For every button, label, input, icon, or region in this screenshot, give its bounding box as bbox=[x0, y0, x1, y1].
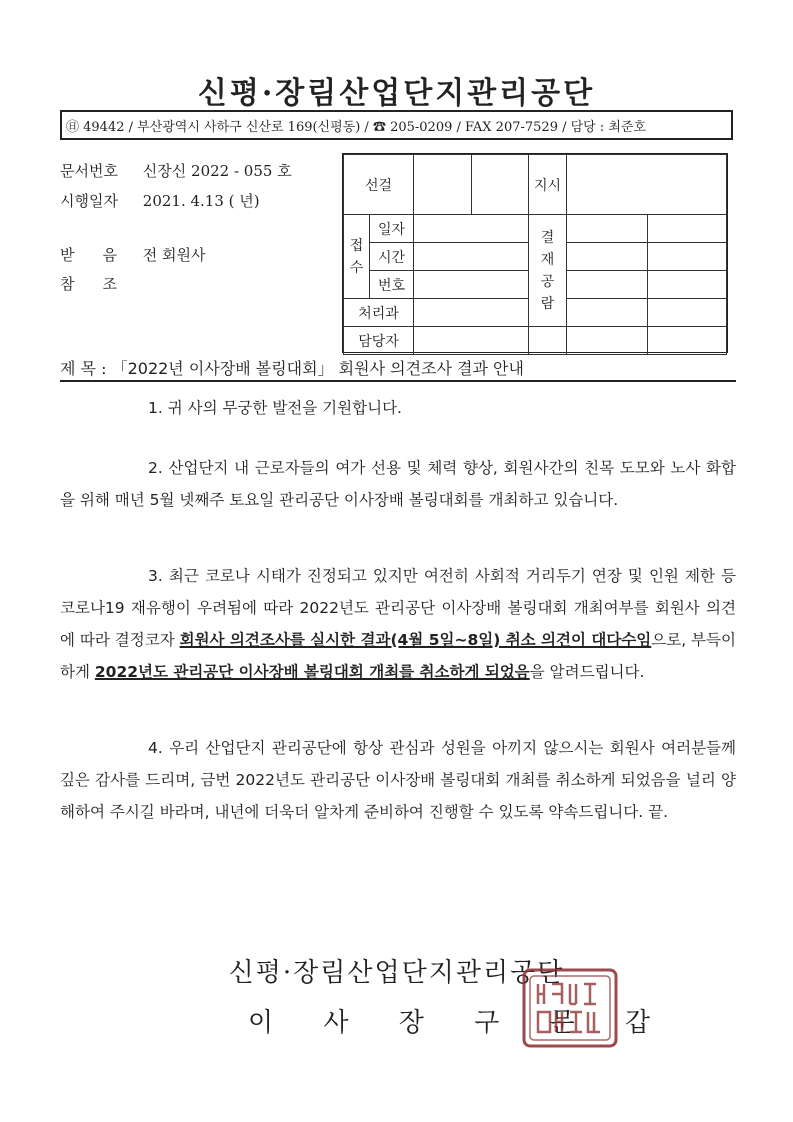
ilja-label: 일자 bbox=[370, 215, 414, 243]
gyeoljae-cell-3a bbox=[567, 271, 648, 299]
doc-number-value: 신장신 2022 - 055 호 bbox=[142, 162, 292, 180]
recipient-row bbox=[60, 244, 206, 265]
subject-label: 제 목 : bbox=[60, 359, 107, 378]
sigan-cell bbox=[414, 243, 529, 271]
gyeoljae-cell-2a bbox=[567, 243, 648, 271]
doc-number-label: 문서번호 bbox=[60, 162, 118, 180]
recipient-value: 전 회원사 bbox=[142, 246, 206, 264]
paragraph-2: 2. 산업단지 내 근로자들의 여가 선용 및 체력 향상, 회원사간의 친목 도모와 노사 화합을 위해 매년 5월 넷째주 토요일 관리공단 이사장배 볼링대회를 개최하고 있습니다. bbox=[60, 459, 736, 509]
seongyeol-cell-1 bbox=[414, 155, 472, 215]
cheorigwa-label: 처리과 bbox=[344, 299, 414, 327]
address-line: ㊐ 49442 / 부산광역시 사하구 신산로 169(신평동) / ☎ 205-0209 / FAX 207-7529 / 담당 : 최준호 bbox=[66, 120, 647, 135]
paragraph-1: 1. 귀 사의 무궁한 발전을 기원합니다. bbox=[148, 399, 402, 417]
ilja-cell bbox=[414, 215, 529, 243]
gyeoljae-cell-4a bbox=[567, 299, 648, 327]
gyeoljae-cell-3b bbox=[648, 271, 727, 299]
sigan-label: 시간 bbox=[370, 243, 414, 271]
jisi-label: 지시 bbox=[529, 155, 567, 215]
subject-rule bbox=[60, 380, 736, 382]
beonho-label: 번호 bbox=[370, 271, 414, 299]
jisi-cell bbox=[567, 155, 727, 215]
gyeoljae-cell-2b bbox=[648, 243, 727, 271]
damdangja-label: 담당자 bbox=[344, 327, 414, 355]
exec-date-value: 2021. 4.13 ( 년) bbox=[142, 192, 260, 210]
document-title: 신평·장림산업단지관리공단 bbox=[197, 76, 596, 111]
recipient-label: 받음 bbox=[60, 246, 145, 264]
subject-line bbox=[60, 356, 524, 379]
gyeoljae-cell-1a bbox=[567, 215, 648, 243]
cheorigwa-cell bbox=[414, 299, 529, 327]
gyeoljae-label: 결 재 공 람 bbox=[529, 215, 567, 327]
official-seal bbox=[520, 968, 620, 1048]
exec-date-row bbox=[60, 190, 260, 211]
jeopsu-label: 접 수 bbox=[344, 215, 370, 299]
underline-cancellation: 2022년도 관리공단 이사장배 볼링대회 개최를 취소하게 되었음 bbox=[94, 663, 530, 681]
underline-survey-result: 회원사 의견조사를 실시한 결과(4월 5일~8일) 취소 의견이 대다수임 bbox=[179, 631, 652, 649]
approval-table bbox=[342, 153, 728, 353]
gyeoljae-cell-4b bbox=[648, 299, 727, 327]
gyeoljae-cell-1b bbox=[648, 215, 727, 243]
seongyeol-label: 선걸 bbox=[344, 155, 414, 215]
reference-label: 참조 bbox=[60, 275, 145, 293]
seongyeol-cell-2 bbox=[472, 155, 529, 215]
doc-number-row bbox=[60, 160, 292, 181]
gyeoljae-cell-5b bbox=[648, 327, 727, 355]
damdangja-cell bbox=[414, 327, 529, 355]
paragraph-4: 4. 우리 산업단지 관리공단에 항상 관심과 성원을 아끼지 않으시는 회원사 여러분들께 깊은 감사를 드리며, 금번 2022년도 관리공단 이사장배 볼링대회 개최를 취소하게 되었음을 널리 양해하여 주시길 바라며, 내년에 더욱더 알차게 준비하여 진행할 수 있도록 약속드립니다. 끝. bbox=[60, 739, 736, 821]
subject-text: 「2022년 이사장배 볼링대회」 회원사 의견조사 결과 안내 bbox=[111, 359, 524, 378]
beonho-cell bbox=[414, 271, 529, 299]
reference-row bbox=[60, 273, 145, 294]
footer-signer: 이 사 장 구 문 갑 bbox=[248, 1008, 653, 1038]
blank-cell bbox=[529, 327, 567, 355]
paragraph-3: 3. 최근 코로나 시태가 진정되고 있지만 여전히 사회적 거리두기 연장 및 인원 제한 등 코로나19 재유행이 우려됨에 따라 2022년도 관리공단 이사장배 볼링대회 개최여부를 회원사 의견에 따라 결정코자 회원사 의견조사를 실시한 결과(4월 5일~8일) 취소 의견이 대다수임으로, 부득이하게 2022년도 관리공단 이사장배 볼링대회 개최를 취소하게 되었음을 알려드립니다. bbox=[60, 567, 736, 681]
exec-date-label: 시행일자 bbox=[60, 192, 118, 210]
gyeoljae-cell-5a bbox=[567, 327, 648, 355]
footer-org: 신평·장림산업단지관리공단 bbox=[228, 958, 565, 988]
